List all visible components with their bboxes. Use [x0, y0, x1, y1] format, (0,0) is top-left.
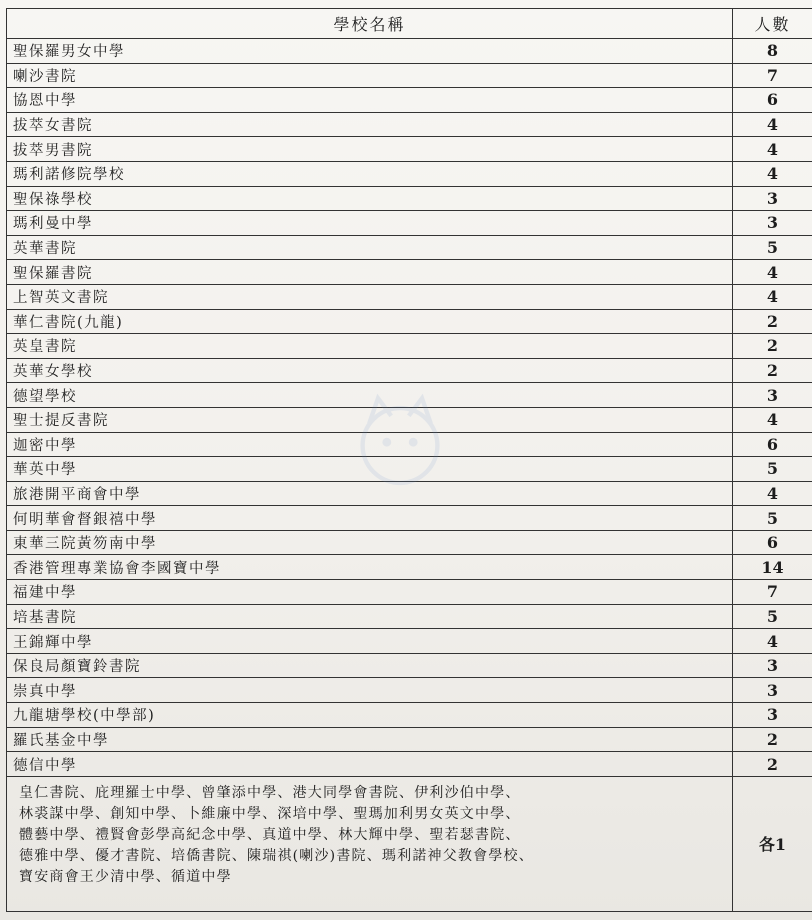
school-name-cell: 何明華會督銀禧中學	[7, 506, 733, 531]
school-name-cell: 聖士提反書院	[7, 407, 733, 432]
school-name-cell: 拔萃女書院	[7, 112, 733, 137]
school-name-cell: 培基書院	[7, 604, 733, 629]
combined-line: 皇仁書院、庇理羅士中學、曾肇添中學、港大同學會書院、伊利沙伯中學、	[19, 784, 521, 801]
count-header: 人數	[733, 9, 812, 39]
student-count-cell: 5	[733, 506, 812, 531]
school-name-cell: 英華女學校	[7, 358, 733, 383]
student-count-cell: 6	[733, 530, 812, 555]
table-row	[7, 555, 812, 580]
table-row	[7, 727, 812, 752]
student-count-cell: 3	[733, 211, 812, 236]
table-row	[7, 39, 812, 64]
student-count-cell: 14	[733, 555, 812, 580]
table-row	[7, 752, 812, 777]
school-name-cell: 聖保祿學校	[7, 186, 733, 211]
school-name-cell: 王錦輝中學	[7, 629, 733, 654]
student-count-cell: 2	[733, 309, 812, 334]
school-name-cell: 瑪利曼中學	[7, 211, 733, 236]
school-name-header: 學校名稱	[7, 9, 733, 39]
table-row	[7, 137, 812, 162]
student-count-cell: 5	[733, 235, 812, 260]
student-count-cell: 2	[733, 727, 812, 752]
student-count-cell: 3	[733, 653, 812, 678]
combined-line: 寶安商會王少清中學、循道中學	[19, 868, 232, 885]
table-row	[7, 334, 812, 359]
student-count-cell: 2	[733, 358, 812, 383]
combined-row	[7, 776, 812, 911]
student-count-cell: 4	[733, 112, 812, 137]
student-count-cell: 3	[733, 678, 812, 703]
school-name-cell: 九龍塘學校(中學部)	[7, 703, 733, 728]
table-row	[7, 235, 812, 260]
table-row	[7, 88, 812, 113]
combined-line: 體藝中學、禮賢會彭學高紀念中學、真道中學、林大輝中學、聖若瑟書院、	[19, 826, 521, 843]
table-row	[7, 211, 812, 236]
student-count-cell: 6	[733, 88, 812, 113]
school-name-cell: 保良局顏寶鈴書院	[7, 653, 733, 678]
school-name-cell: 喇沙書院	[7, 63, 733, 88]
student-count-cell: 5	[733, 604, 812, 629]
table-row	[7, 530, 812, 555]
student-count-cell: 7	[733, 580, 812, 605]
student-count-cell: 4	[733, 629, 812, 654]
table-row	[7, 481, 812, 506]
student-count-cell: 3	[733, 703, 812, 728]
school-name-cell: 聖保羅男女中學	[7, 39, 733, 64]
table-row	[7, 432, 812, 457]
school-name-cell: 德信中學	[7, 752, 733, 777]
table-row	[7, 260, 812, 285]
student-count-cell: 2	[733, 752, 812, 777]
table-row	[7, 112, 812, 137]
student-count-cell: 4	[733, 260, 812, 285]
school-name-cell: 拔萃男書院	[7, 137, 733, 162]
combined-count: 各1	[733, 776, 812, 911]
table-row	[7, 161, 812, 186]
school-name-cell: 華英中學	[7, 457, 733, 482]
school-name-cell: 羅氏基金中學	[7, 727, 733, 752]
school-name-cell: 上智英文書院	[7, 284, 733, 309]
table-row	[7, 653, 812, 678]
student-count-cell: 4	[733, 481, 812, 506]
table-row	[7, 457, 812, 482]
student-count-cell: 4	[733, 137, 812, 162]
school-name-cell: 福建中學	[7, 580, 733, 605]
table-row	[7, 604, 812, 629]
school-name-cell: 華仁書院(九龍)	[7, 309, 733, 334]
table-row	[7, 63, 812, 88]
school-name-cell: 香港管理專業協會李國寶中學	[7, 555, 733, 580]
table-row	[7, 580, 812, 605]
student-count-cell: 5	[733, 457, 812, 482]
table-row	[7, 703, 812, 728]
combined-line: 德雅中學、優才書院、培僑書院、陳瑞祺(喇沙)書院、瑪利諾神父教會學校、	[19, 847, 534, 864]
school-table	[6, 8, 812, 912]
combined-line: 林裘謀中學、創知中學、卜維廉中學、深培中學、聖瑪加利男女英文中學、	[19, 805, 521, 822]
student-count-cell: 4	[733, 284, 812, 309]
table-row	[7, 383, 812, 408]
school-name-cell: 協恩中學	[7, 88, 733, 113]
student-count-cell: 4	[733, 161, 812, 186]
table-row	[7, 629, 812, 654]
table-row	[7, 506, 812, 531]
student-count-cell: 8	[733, 39, 812, 64]
student-count-cell: 7	[733, 63, 812, 88]
school-name-cell: 旅港開平商會中學	[7, 481, 733, 506]
school-name-cell: 德望學校	[7, 383, 733, 408]
school-name-cell: 迦密中學	[7, 432, 733, 457]
table-row	[7, 407, 812, 432]
table-row	[7, 309, 812, 334]
combined-school-list	[7, 776, 733, 911]
student-count-cell: 3	[733, 383, 812, 408]
table-row	[7, 678, 812, 703]
school-name-cell: 英皇書院	[7, 334, 733, 359]
school-name-cell: 聖保羅書院	[7, 260, 733, 285]
school-name-cell: 瑪利諾修院學校	[7, 161, 733, 186]
student-count-cell: 6	[733, 432, 812, 457]
school-name-cell: 英華書院	[7, 235, 733, 260]
school-name-cell: 崇真中學	[7, 678, 733, 703]
table-row	[7, 186, 812, 211]
school-name-cell: 東華三院黃笏南中學	[7, 530, 733, 555]
header-row	[7, 9, 812, 39]
student-count-cell: 3	[733, 186, 812, 211]
student-count-cell: 2	[733, 334, 812, 359]
table-row	[7, 284, 812, 309]
student-count-cell: 4	[733, 407, 812, 432]
table-row	[7, 358, 812, 383]
